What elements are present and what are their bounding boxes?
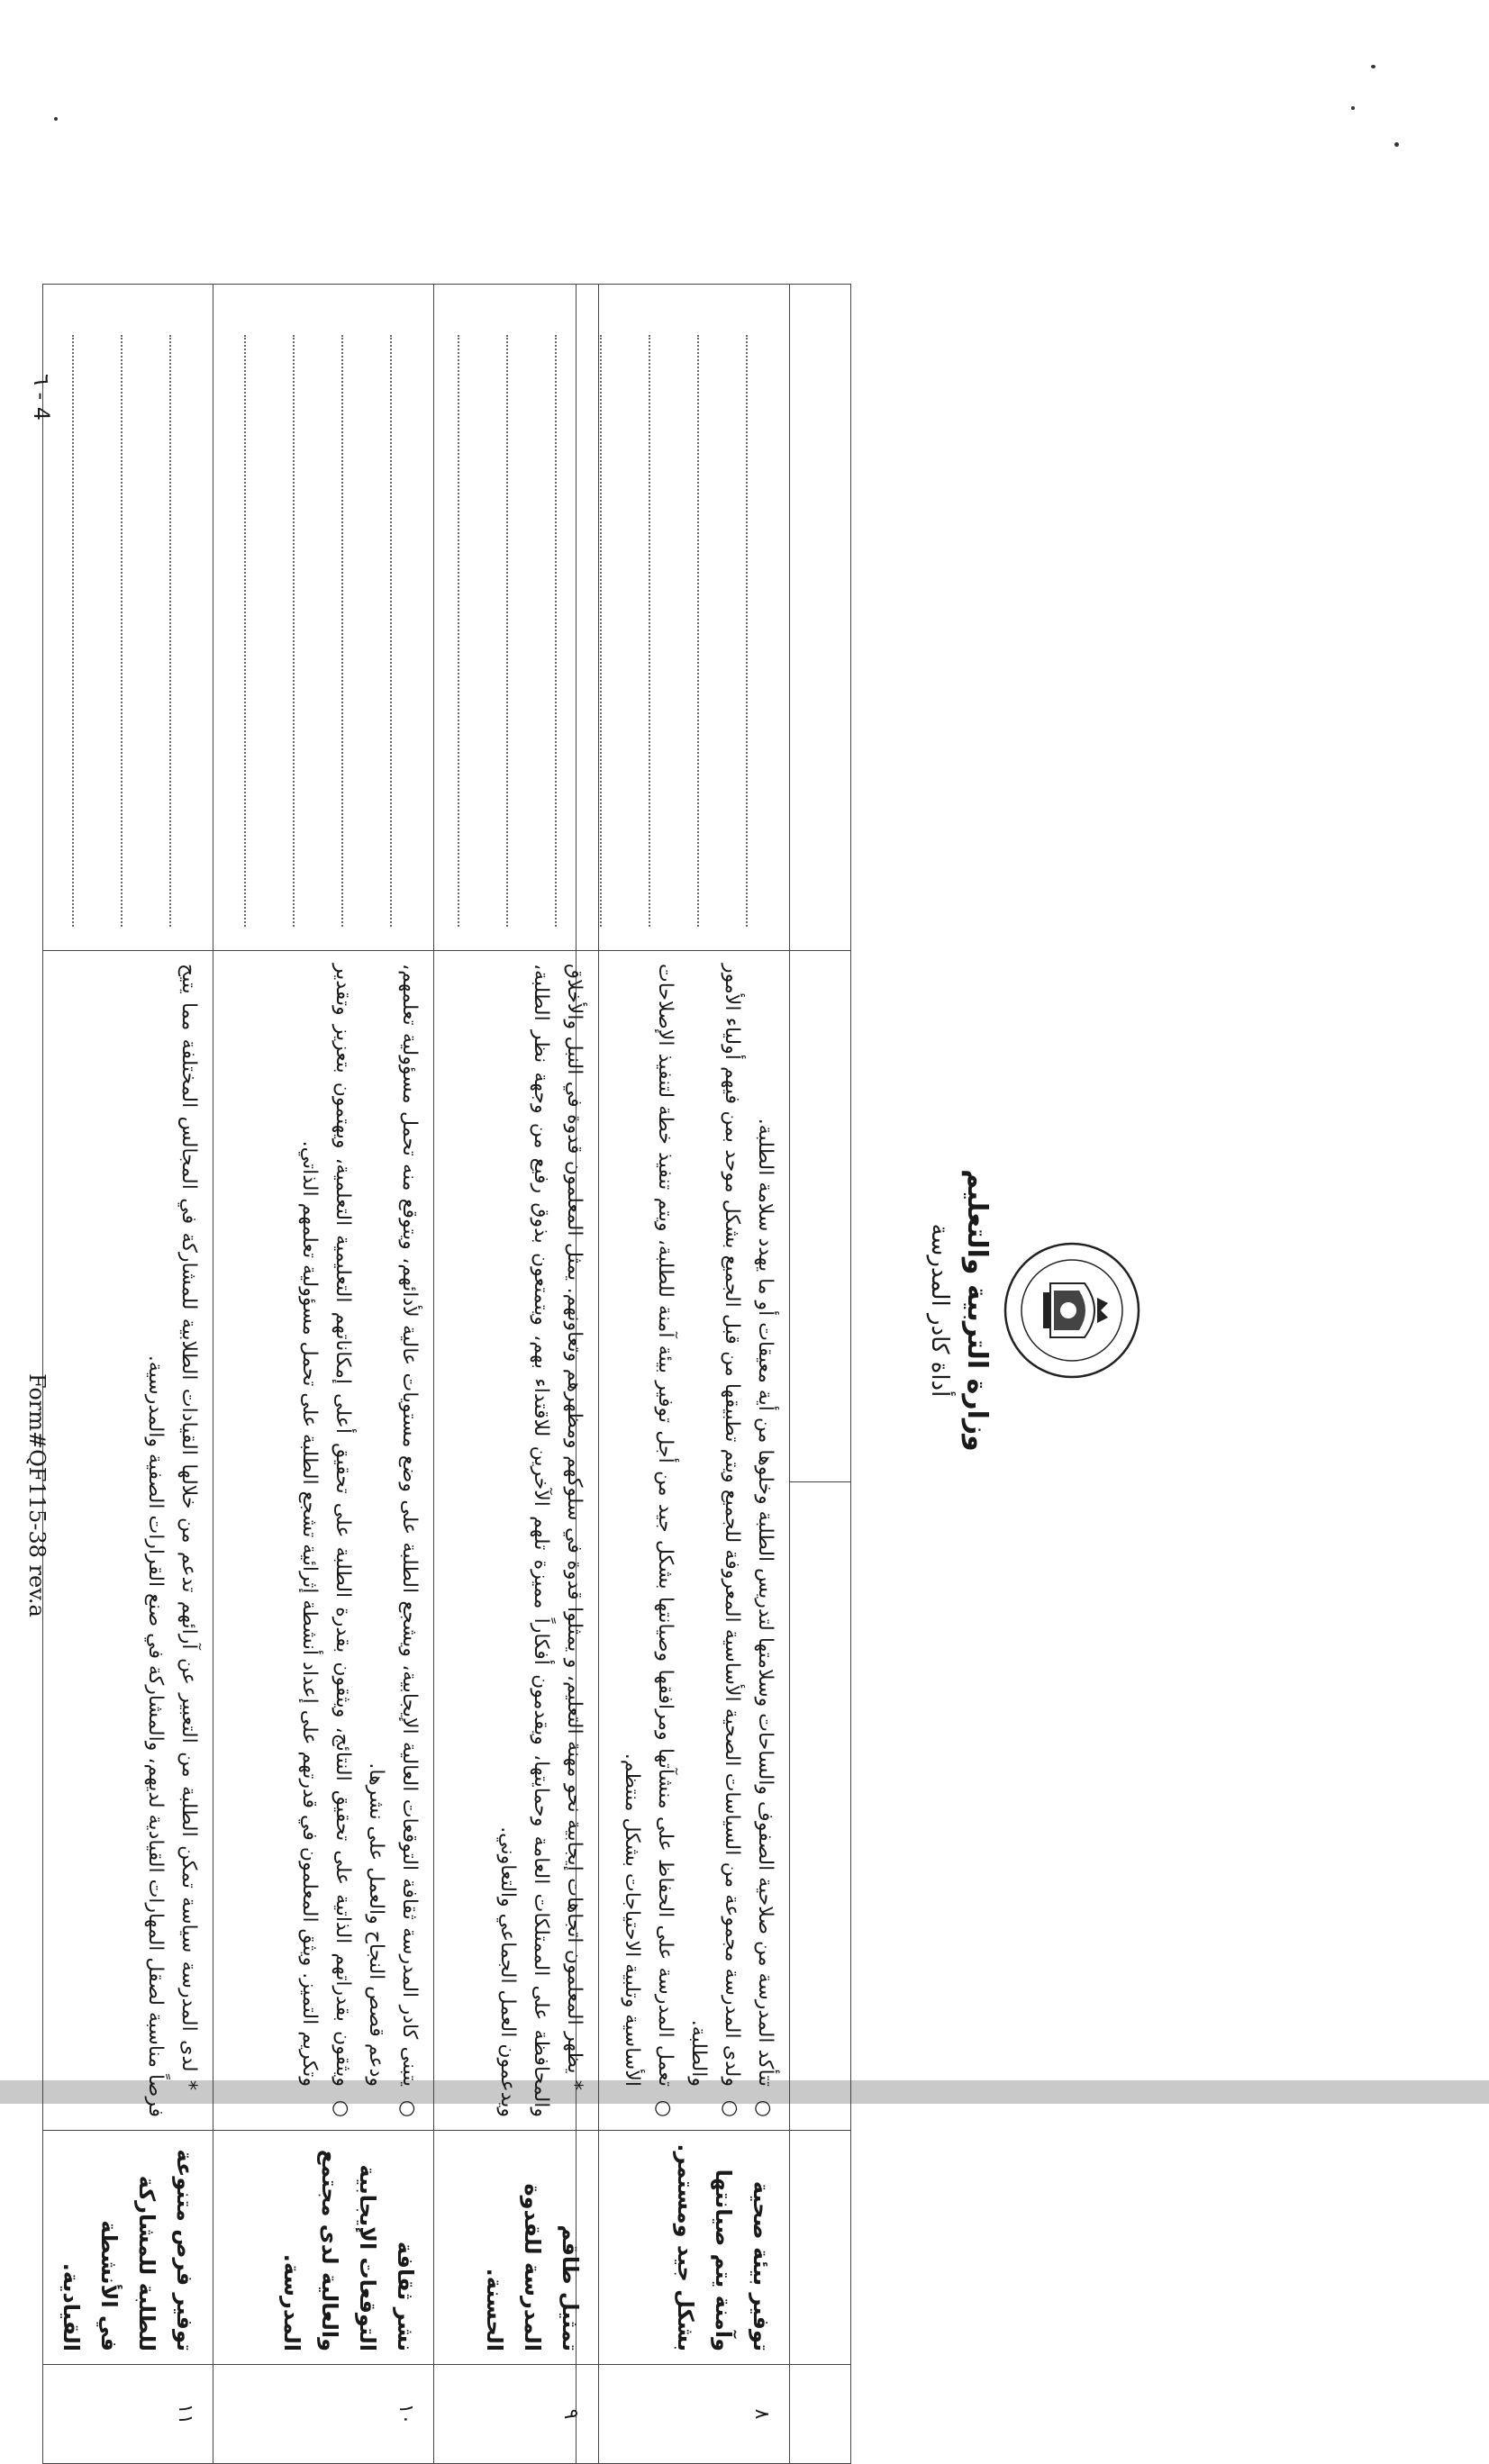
criterion-description xyxy=(434,951,599,2131)
page-number: ٦ - 4 xyxy=(29,374,54,421)
circle-bullet-icon: ○ xyxy=(396,2099,419,2118)
criterion-description xyxy=(577,951,790,2131)
table-row xyxy=(43,285,213,2464)
table-row xyxy=(213,285,434,2464)
tool-title: أداة كادر المدرسة xyxy=(926,1223,953,1398)
criterion-description xyxy=(43,951,213,2131)
description-bullet: يتبنى كادر المدرسة ثقافة التوقعات العالية الإيجابية، ويشجع الطلبة على وضع مستويات عالية لأدائهم، ويتوقع منه تحمل مسؤولية تعلمهم، ودعم قصص النجاح والعمل على نشرها. xyxy=(365,964,421,2088)
evidence-cell xyxy=(43,285,213,951)
circle-bullet-icon: ○ xyxy=(719,2099,741,2117)
table-row xyxy=(577,285,790,2464)
description-bullet: ولدى المدرسة مجموعة من السياسات الصحية الأساسية المعروفة للجميع ويتم تطبيقها من قبل الجميع بشكل موحد بمن فيهم أولياء الأمور والطلبة. xyxy=(687,964,743,2087)
description-bullet: لدى المدرسة سياسة تمكن الطلبة من التعبير عن آرائهم تدعم من خلالها القيادات الطلابية للمشاركة في المجالس المختلفة مما يتيح فرصاً مناسبة لصقل المهارات القيادية لديهم، والمشاركة في صنع القرارات الصفية والمدرسية. xyxy=(144,964,200,2118)
scan-speck xyxy=(1371,65,1376,68)
dotted-line xyxy=(697,335,731,927)
evidence-cell xyxy=(434,285,599,951)
criteria-table xyxy=(576,284,851,2464)
circle-bullet-icon: ○ xyxy=(330,2099,352,2118)
dotted-line xyxy=(600,335,634,927)
criterion-number: ١٠ xyxy=(213,2365,434,2464)
criterion-number: ٩ xyxy=(434,2365,599,2464)
dotted-line xyxy=(649,335,683,927)
star-bullet-icon: * xyxy=(563,2073,586,2091)
criterion-title: نشر ثقافة التوقعات الإيجابية والعالية لدى مجتمع المدرسة. xyxy=(213,2131,434,2365)
scan-speck xyxy=(1351,106,1355,110)
scan-speck xyxy=(54,117,58,121)
ministry-name: وزارة التربية والتعليم xyxy=(961,1169,993,1452)
description-bullet: تعمل المدرسة على الحفاظ على منشآتها ومرافقها وصيانتها بشكل جيد من أجل توفير بيئة آمنة للطلبة، ويتم تنفيذ خطة لتنفيذ الإصلاحات الأساسية وتلبية الاحتياجات بشكل منتظم. xyxy=(621,964,676,2087)
evidence-cell xyxy=(577,285,790,951)
dotted-line xyxy=(293,335,327,927)
criterion-number: ٨ xyxy=(577,2365,790,2464)
criterion-title: توفير بيئة صحية وآمنة يتم صيانتها بشكل جيد ومستمر. xyxy=(577,2131,790,2365)
form-code: Form#QF115-38 rev.a xyxy=(24,1373,50,1617)
criteria-table xyxy=(42,284,599,2464)
dotted-line xyxy=(555,335,589,927)
criterion-title: توفير فرص متنوعة للطلبة للمشاركة في الأنشطة القيادية. xyxy=(43,2131,213,2365)
description-bullet: تتأكد المدرسة من صلاحية الصفوف والساحات وسلامتها لتدريس الطلبة وخلوها من أية معيقات أو ما يهدد سلامة الطلبة. xyxy=(754,1118,776,2087)
circle-bullet-icon: ○ xyxy=(752,2099,775,2117)
table-header-row xyxy=(790,285,851,2464)
dotted-line xyxy=(458,335,492,927)
dotted-line xyxy=(390,335,424,927)
dotted-line xyxy=(746,335,780,927)
criterion-number: ١١ xyxy=(43,2365,213,2464)
star-bullet-icon: * xyxy=(177,2071,200,2091)
rotated-page xyxy=(0,275,1162,2436)
description-bullet: ويثقون بقدراتهم الذاتية على تحقيق النتائج، ويثقون بقدرة الطلبة على تحقيق أعلى إمكاناتهم التعليمية التعلمية، ويهتمون بتعزيز وتقدير وتكريم التميز. ويثق المعلمون في قدرتهم على إعداد أنشطة إثرائية تشجع الطلبة على تحمل مسؤولية تعلمهم الذاتي. xyxy=(298,964,354,2088)
dotted-line xyxy=(244,335,278,927)
kingdom-emblem-icon xyxy=(1000,1238,1144,1382)
scan-speck xyxy=(1394,142,1399,147)
evidence-cell xyxy=(213,285,434,951)
criterion-title: تمثيل طاقم المدرسة للقدوة الحسنة. xyxy=(434,2131,599,2365)
dotted-line xyxy=(341,335,376,927)
circle-bullet-icon: ○ xyxy=(652,2099,675,2117)
dotted-line xyxy=(121,335,155,927)
table-row xyxy=(434,285,599,2464)
criterion-description xyxy=(213,951,434,2131)
description-bullet: يظهر المعلمون اتجاهات إيجابية نحو مهنة التعليم، و يمثلوا قدوة في سلوكهم ومظهرهم وتعاونهم. يمثل المعلمون قدوة في النبل والأخلاق والمحافظة على الممتلكات العامة وحمايتها، ويقدمون أفكاراً مميزة تلهم الآخرين للاقتداء بهم، ويتمتعون بذوق رفيع من وجهة نظر الطلبة، ويدعمون العمل الجماعي والتعاوني. xyxy=(496,964,586,2118)
dotted-line xyxy=(506,335,540,927)
dotted-line xyxy=(72,335,106,927)
dotted-line xyxy=(169,335,204,927)
page-header xyxy=(919,1085,1144,1535)
